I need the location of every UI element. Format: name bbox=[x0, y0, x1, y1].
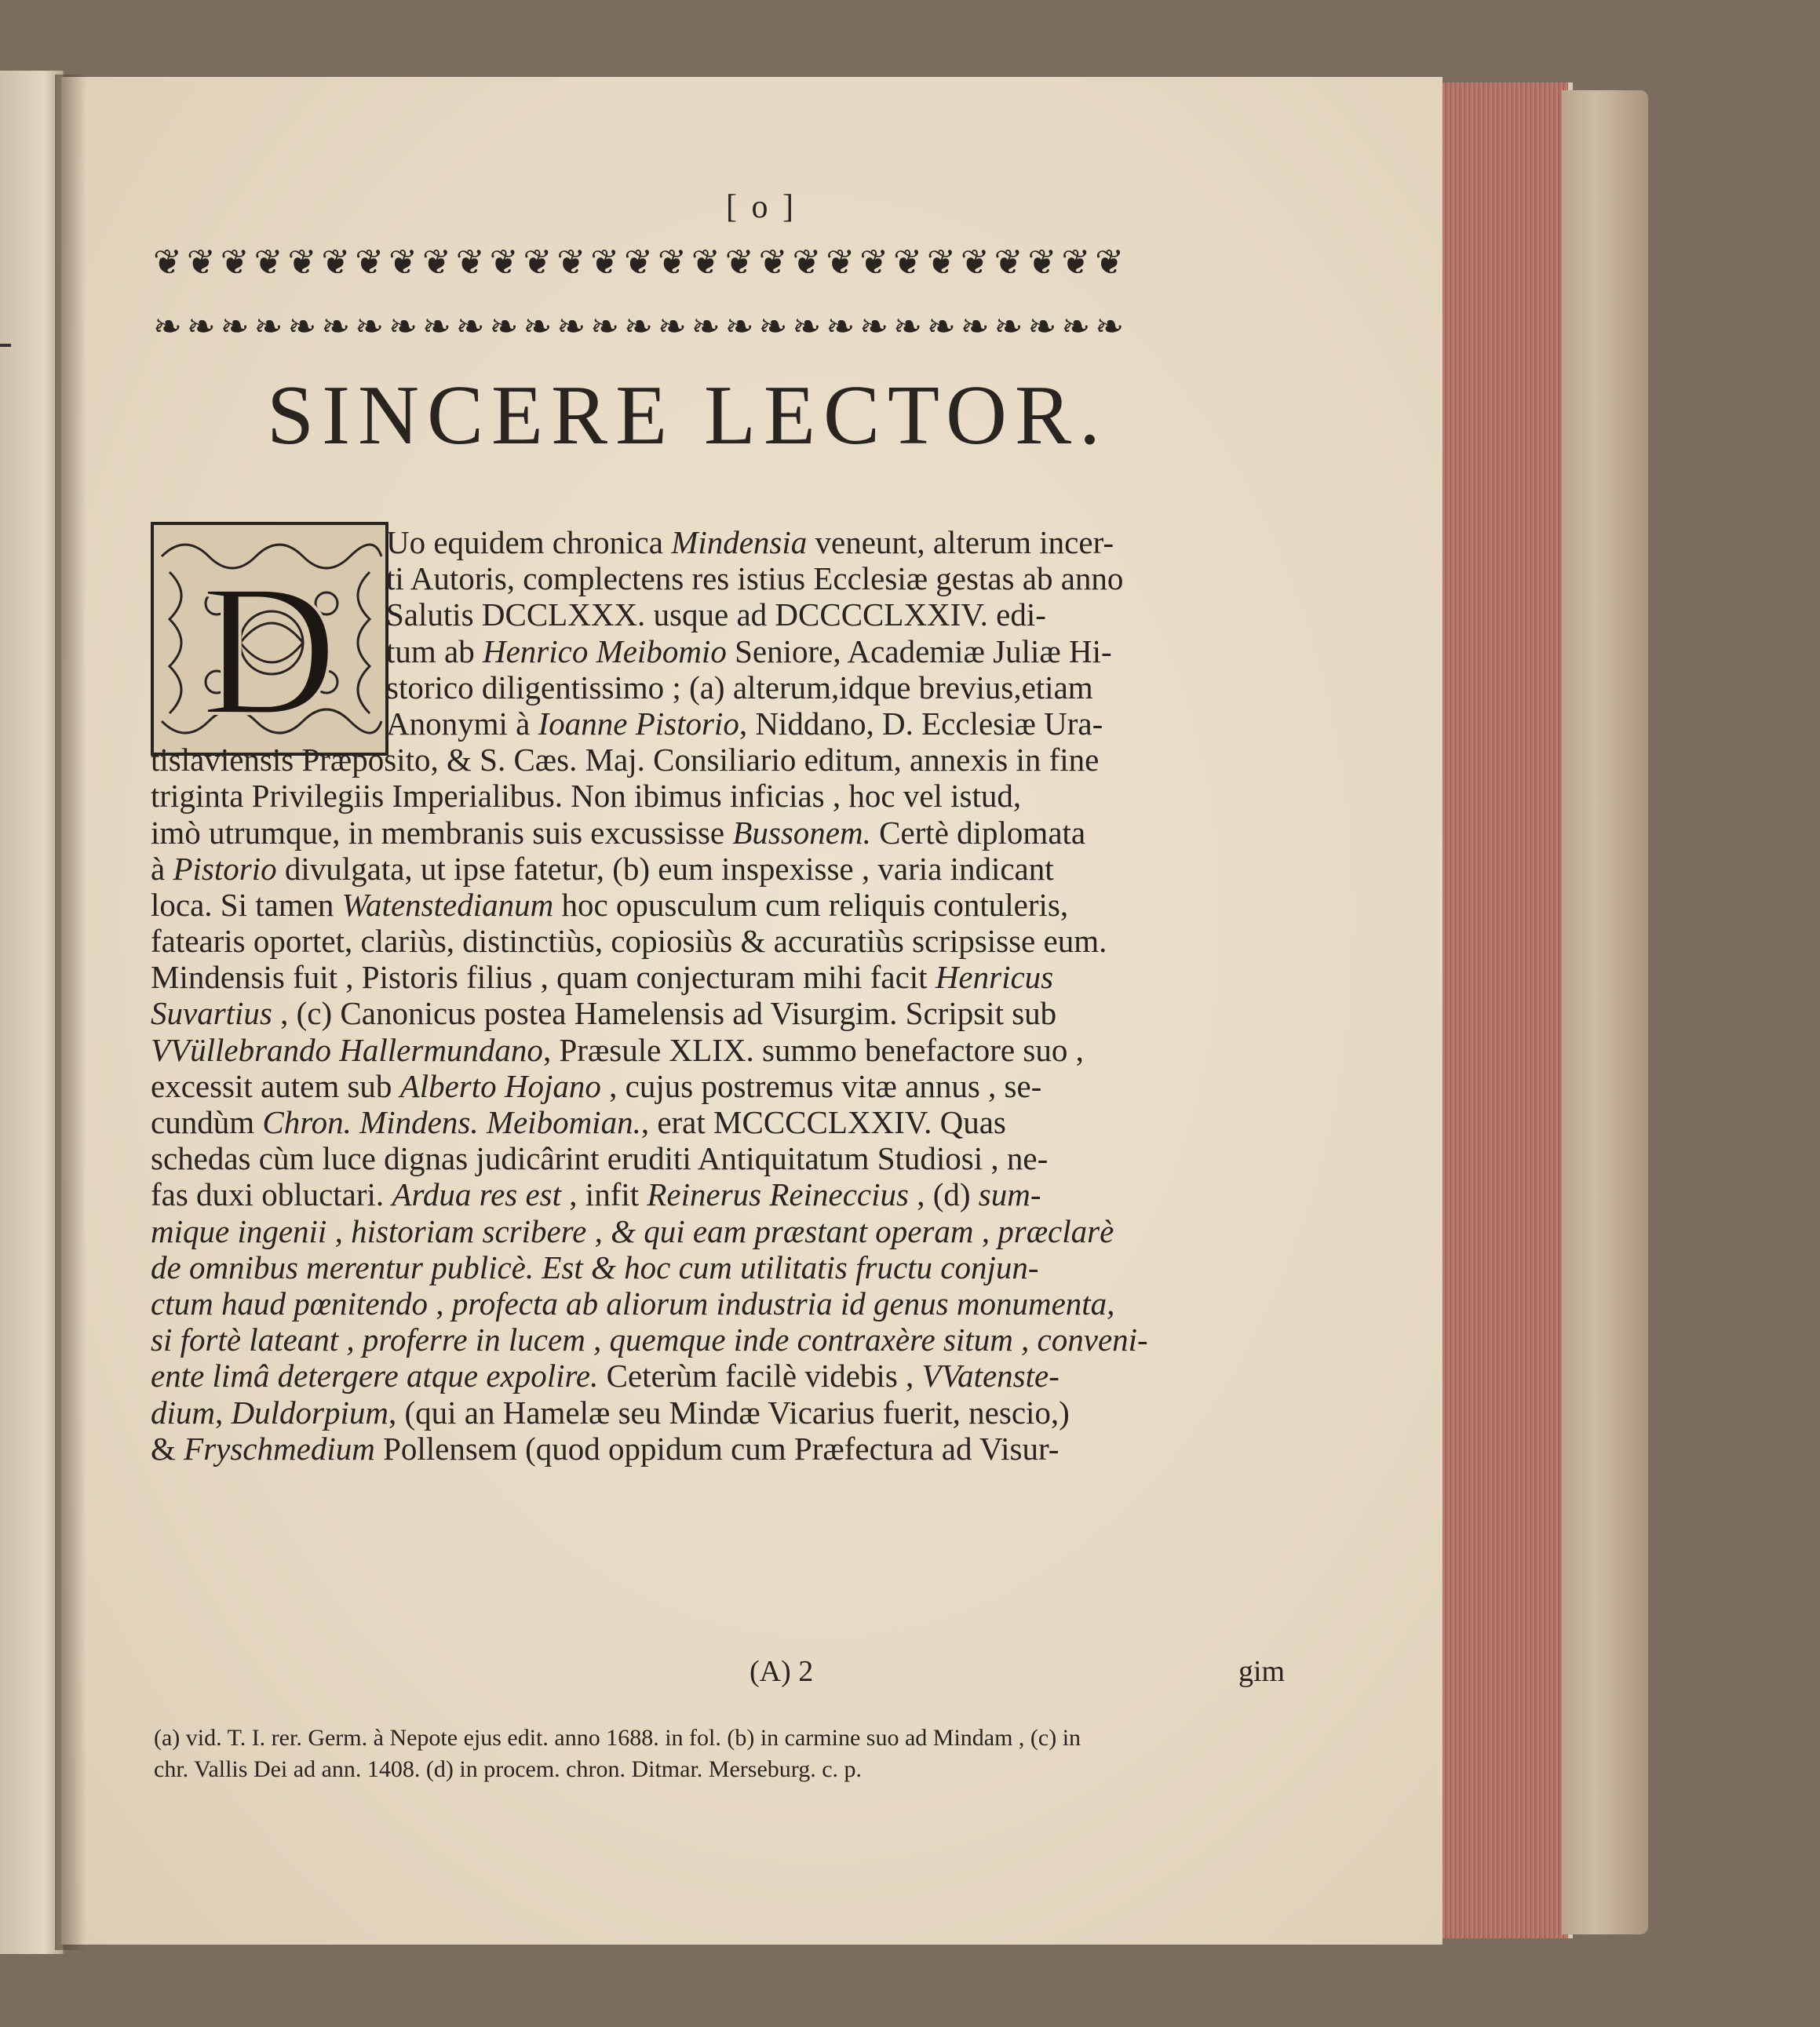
text-line bbox=[151, 778, 1301, 814]
text-run: loca. Si tamen bbox=[151, 886, 342, 923]
text-run: imò utrumque, in membranis suis excussisse bbox=[151, 814, 733, 851]
text-run: divulgata, ut ipse fatetur, (b) eum inspexisse , varia indicant bbox=[276, 850, 1054, 887]
text-line bbox=[151, 669, 1301, 705]
initial-letter: D bbox=[201, 545, 337, 753]
text-run: , cujus postremus vitæ annus , se- bbox=[600, 1067, 1042, 1104]
text-run: fas duxi obluctari. bbox=[151, 1176, 392, 1213]
text-run: veneunt, alterum incer- bbox=[807, 524, 1114, 560]
text-line bbox=[151, 524, 1301, 560]
text-line bbox=[151, 995, 1301, 1031]
text-run: , (qui an Hamelæ seu Mindæ Vicarius fuerit, nescio,) bbox=[388, 1394, 1070, 1431]
text-line bbox=[151, 560, 1301, 596]
text-run: Suvartius bbox=[151, 995, 272, 1032]
text-line bbox=[151, 1068, 1301, 1104]
text-run: ti Autoris, complectens res istius Ecclesiæ gestas ab anno bbox=[386, 560, 1124, 597]
text-run: Ioanne Pistorio bbox=[538, 705, 739, 742]
text-run: VVüllebrando Hallermundano bbox=[151, 1031, 543, 1068]
text-line bbox=[151, 742, 1301, 778]
text-run: Henricus bbox=[935, 959, 1054, 996]
text-run: Fryschmedium bbox=[184, 1430, 375, 1467]
text-run: VVatenste- bbox=[921, 1358, 1060, 1394]
text-run: Anonymi à bbox=[386, 705, 538, 742]
text-run: storico diligentissimo ; (a) alterum,idque brevius,etiam bbox=[386, 669, 1093, 705]
text-run: ctum haud pœnitendo , profecta ab aliorum industria id genus monumenta, bbox=[151, 1285, 1115, 1322]
text-line bbox=[151, 1032, 1301, 1068]
text-run: triginta Privilegiis Imperialibus. Non ibimus inficias , hoc vel istud, bbox=[151, 778, 1022, 815]
page-title: SINCERE LECTOR. bbox=[267, 369, 1109, 462]
text-run: , Niddano, D. Ecclesiæ Ura- bbox=[739, 705, 1103, 742]
text-line bbox=[151, 1431, 1301, 1467]
text-run: , (d) bbox=[908, 1176, 979, 1213]
text-run: , bbox=[215, 1394, 232, 1431]
text-run: sum- bbox=[978, 1176, 1041, 1213]
text-run: Pollensem (quod oppidum cum Præfectura ad Visur- bbox=[374, 1430, 1060, 1467]
text-run: Reinerus Reineccius bbox=[647, 1176, 909, 1213]
text-run: , erat MCCCCLXXIV. Quas bbox=[640, 1104, 1006, 1140]
text-run: ente limâ detergere atque expolire. bbox=[151, 1358, 599, 1394]
text-run: excessit autem sub bbox=[151, 1067, 400, 1104]
text-line bbox=[151, 1322, 1301, 1358]
text-run: Mindensia bbox=[671, 524, 808, 560]
body-text bbox=[151, 524, 1301, 1467]
book-cover-edge bbox=[1562, 90, 1648, 1934]
catchword: gim bbox=[1238, 1655, 1286, 1688]
text-run: Ceterùm facilè videbis , bbox=[598, 1358, 922, 1394]
text-line bbox=[151, 596, 1301, 633]
text-run: dium bbox=[151, 1394, 215, 1431]
footnote-line: (a) vid. T. I. rer. Germ. à Nepote ejus edit. anno 1688. in fol. (b) in carmine suo ad Mindam , (c) in bbox=[154, 1725, 1081, 1751]
text-run: Mindensis fuit , Pistoris filius , quam conjecturam mihi facit bbox=[151, 959, 936, 996]
text-line bbox=[151, 815, 1301, 851]
text-run: Henrico Meibomio bbox=[482, 633, 727, 669]
text-run: Duldorpium bbox=[231, 1394, 388, 1431]
text-line bbox=[151, 1213, 1301, 1249]
ornament-band-bottom: ❧❧❧❧❧❧❧❧❧❧❧❧❧❧❧❧❧❧❧❧❧❧❧❧❧❧❧❧❧ bbox=[153, 308, 1129, 346]
page-mark bbox=[0, 344, 11, 347]
text-run: de omnibus merentur publicè. Est & hoc cum utilitatis fructu conjun- bbox=[151, 1249, 1039, 1285]
text-run: Alberto Hojano bbox=[399, 1067, 601, 1104]
text-run: , infit bbox=[561, 1176, 647, 1213]
ornament-band-top: ❦❦❦❦❦❦❦❦❦❦❦❦❦❦❦❦❦❦❦❦❦❦❦❦❦❦❦❦❦ bbox=[153, 243, 1129, 282]
text-line bbox=[151, 1249, 1301, 1285]
text-run: si fortè lateant , proferre in lucem , quemque inde contraxère situm , conveni- bbox=[151, 1322, 1148, 1358]
text-run: Watenstedianum bbox=[341, 886, 554, 923]
text-run: & bbox=[151, 1430, 184, 1467]
text-run: Chron. Mindens. Meibomian. bbox=[262, 1104, 641, 1140]
text-run: Bussonem. bbox=[732, 814, 871, 851]
text-run: tum ab bbox=[386, 633, 483, 669]
text-run: Pistorio bbox=[173, 850, 277, 887]
footnotes bbox=[154, 1723, 1308, 1785]
text-run: fatearis oportet, clariùs, distinctiùs, copiosiùs & accuratiùs scripsisse eum. bbox=[151, 923, 1107, 960]
text-run: Salutis DCCLXXX. usque ad DCCCCLXXIV. edi- bbox=[386, 596, 1046, 633]
text-line bbox=[151, 1176, 1301, 1212]
text-run: hoc opusculum cum reliquis contuleris, bbox=[553, 886, 1069, 923]
page-block-edges bbox=[1443, 82, 1573, 1938]
text-line bbox=[151, 959, 1301, 995]
gutter-shadow bbox=[55, 75, 86, 1950]
text-line bbox=[151, 887, 1301, 923]
text-line bbox=[151, 1140, 1301, 1176]
text-line bbox=[151, 1394, 1301, 1431]
text-run: Certè diplomata bbox=[870, 814, 1086, 851]
text-line bbox=[151, 705, 1301, 742]
text-line bbox=[151, 1285, 1301, 1322]
text-line bbox=[151, 1104, 1301, 1140]
running-head: [ o ] bbox=[726, 189, 797, 225]
text-line bbox=[151, 1358, 1301, 1394]
signature-mark: (A) 2 bbox=[750, 1655, 814, 1688]
text-line bbox=[151, 923, 1301, 959]
text-run: Uo equidem chronica bbox=[386, 524, 672, 560]
text-run: , (c) Canonicus postea Hamelensis ad Visurgim. Scripsit sub bbox=[272, 995, 1057, 1032]
text-line bbox=[151, 851, 1301, 887]
text-run: cundùm bbox=[151, 1104, 263, 1140]
text-run: mique ingenii , historiam scribere , & qui eam præstant operam , præclarè bbox=[151, 1212, 1114, 1249]
text-run: , Præsule XLIX. summo benefactore suo , bbox=[542, 1031, 1084, 1068]
footnote-line: chr. Vallis Dei ad ann. 1408. (d) in procem. chron. Ditmar. Merseburg. c. p. bbox=[154, 1756, 863, 1782]
text-run: Seniore, Academiæ Juliæ Hi- bbox=[726, 633, 1112, 669]
text-run: tislaviensis Præposito, & S. Cæs. Maj. Consiliario editum, annexis in fine bbox=[151, 742, 1100, 778]
text-line bbox=[151, 633, 1301, 669]
text-run: à bbox=[151, 850, 173, 887]
text-run: Ardua res est bbox=[392, 1176, 562, 1213]
text-run: schedas cùm luce dignas judicârint eruditi Antiquitatum Studiosi , ne- bbox=[151, 1140, 1049, 1177]
